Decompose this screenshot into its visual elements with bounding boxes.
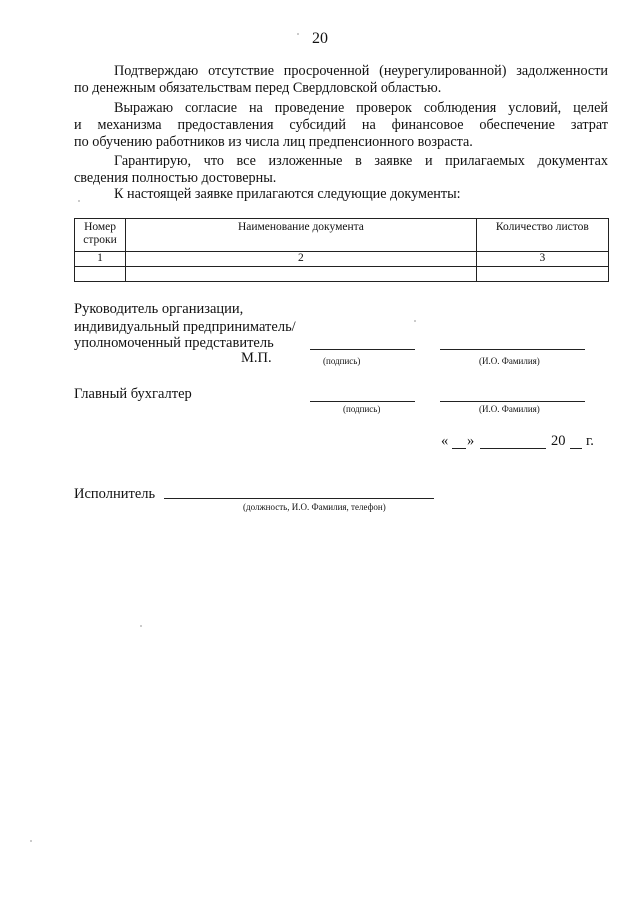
date-year-blank	[570, 448, 582, 449]
paragraph-consent	[74, 100, 608, 151]
date-month-blank	[480, 448, 546, 449]
header-document-name: Наименование документа	[126, 219, 477, 252]
scan-speck	[414, 320, 416, 322]
head-signature-caption: (подпись)	[323, 356, 361, 366]
page-number: 20	[312, 30, 328, 47]
paragraph-line: и механизма предоставления субсидий на финансовое обеспечение затрат	[74, 117, 608, 133]
header-row-number: Номер строки	[75, 219, 126, 252]
date-century: 20	[551, 433, 566, 449]
paragraph-line: по обучению работников из числа лиц предпенсионного возраста.	[74, 134, 473, 150]
scan-speck	[140, 625, 142, 627]
table-header-row	[75, 219, 609, 252]
date-day-blank	[452, 448, 466, 449]
table-row	[75, 267, 609, 282]
table-cell: 2	[126, 252, 477, 267]
stamp-label: М.П.	[241, 350, 272, 366]
paragraph-line: Гарантирую, что все изложенные в заявке и прилагаемых документах	[114, 153, 608, 169]
table-index-row	[75, 252, 609, 267]
scan-speck	[297, 33, 299, 35]
executor-caption: (должность, И.О. Фамилия, телефон)	[243, 502, 386, 512]
paragraph-line: Подтверждаю отсутствие просроченной (неурегулированной) задолженности	[114, 63, 608, 79]
paragraph-line: по денежным обязательствам перед Свердловской областью.	[74, 80, 442, 96]
date-close-quote: »	[467, 433, 475, 449]
table-cell	[75, 267, 126, 282]
head-title-line: Руководитель организации,	[74, 301, 244, 317]
head-title-line: уполномоченный представитель	[74, 335, 274, 351]
date-open-quote: «	[441, 433, 449, 449]
paragraph-line: сведения полностью достоверны.	[74, 170, 277, 186]
paragraph-line: Выражаю согласие на проведение проверок соблюдения условий, целей	[114, 100, 608, 116]
table-cell	[126, 267, 477, 282]
paragraph-line: К настоящей заявке прилагаются следующие документы:	[114, 186, 461, 202]
head-signature-line	[310, 349, 415, 350]
accountant-signature-line	[310, 401, 415, 402]
paragraph-no-debt	[74, 63, 608, 97]
scan-speck	[30, 840, 32, 842]
accountant-label: Главный бухгалтер	[74, 386, 192, 402]
date-year-suffix: г.	[586, 433, 594, 449]
scan-speck	[78, 200, 80, 202]
executor-label: Исполнитель	[74, 486, 156, 502]
attachments-table	[74, 218, 609, 282]
table-cell	[476, 267, 608, 282]
paragraph-guarantee	[74, 153, 608, 187]
accountant-name-caption: (И.О. Фамилия)	[479, 404, 540, 414]
accountant-signature-caption: (подпись)	[343, 404, 381, 414]
executor-line	[164, 498, 434, 499]
table-cell: 1	[75, 252, 126, 267]
table-cell: 3	[476, 252, 608, 267]
head-name-line	[440, 349, 585, 350]
accountant-name-line	[440, 401, 585, 402]
paragraph-attachments	[74, 186, 608, 203]
header-sheet-count: Количество листов	[476, 219, 608, 252]
head-title-line: индивидуальный предприниматель/	[74, 319, 296, 335]
head-name-caption: (И.О. Фамилия)	[479, 356, 540, 366]
